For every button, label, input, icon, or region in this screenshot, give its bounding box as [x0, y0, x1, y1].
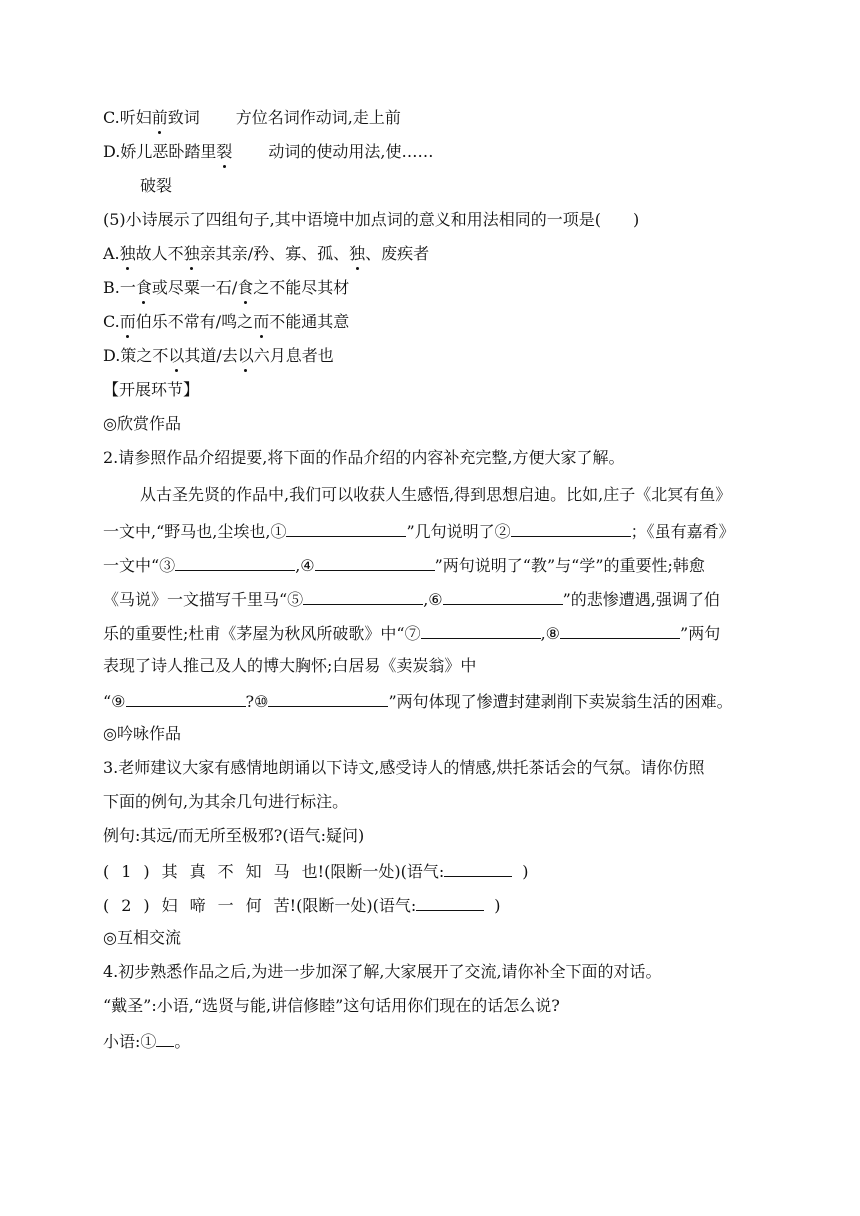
- answer-blank-1[interactable]: [156, 1029, 174, 1047]
- dotted-char: 裂: [216, 142, 233, 161]
- blank-7[interactable]: [421, 621, 541, 639]
- option-c-line: C.听妇前致词 方位名词作动词,走上前: [103, 108, 401, 127]
- q2-para-line-4: 《马说》一文描写千里马“⑤ ,⑥ ”的悲惨遭遇,强调了伯: [103, 587, 720, 611]
- q3-sentence-2: (2)妇啼一何苦!(限断一处)(语气: ): [103, 893, 500, 917]
- heading-recite: ◎吟咏作品: [103, 724, 181, 743]
- question-4-stem: 4.初步熟悉作品之后,为进一步加深了解,大家展开了交流,请你补全下面的对话。: [103, 962, 662, 981]
- dialogue-dai-sheng: “戴圣”:小语,“选贤与能,讲信修睦”这句话用你们现在的话怎么说?: [103, 996, 560, 1015]
- tone-blank-2[interactable]: [416, 893, 484, 911]
- question-3-stem-line-1: 3.老师建议大家有感情地朗诵以下诗文,感受诗人的情感,烘托茶话会的气氛。请你仿照: [103, 758, 705, 777]
- blank-5[interactable]: [303, 587, 423, 605]
- dialogue-xiao-yu: 小语:① 。: [103, 1029, 190, 1053]
- option-d-line: D.娇儿恶卧踏里裂 动词的使动用法,使……: [103, 142, 434, 161]
- q5-option-c: C.而伯乐不常有/鸣之而不能通其意: [103, 312, 350, 331]
- q2-para-line-3: 一文中“③ ,④ ”两句说明了“教”与“学”的重要性;韩愈: [103, 553, 705, 577]
- blank-6[interactable]: [443, 587, 563, 605]
- heading-exchange: ◎互相交流: [103, 928, 181, 947]
- q5-option-b: B.一食或尽粟一石/食之不能尽其材: [103, 278, 350, 297]
- option-d-note-continued: 破裂: [140, 176, 173, 195]
- q2-para-line-2: 一文中,“野马也,尘埃也,① ”几句说明了② ；《虽有嘉肴》: [103, 519, 735, 543]
- tone-blank-1[interactable]: [444, 859, 512, 877]
- q5-option-a: A.独故人不独亲其亲/矜、寡、孤、独、废疾者: [103, 244, 430, 263]
- q2-para-line-7: “⑨ ?⑩ ”两句体现了惨遭封建剥削下卖炭翁生活的困难。: [103, 689, 733, 713]
- blank-9[interactable]: [126, 689, 246, 707]
- q3-example: 例句:其远/而无所至极邪?(语气:疑问): [103, 826, 365, 845]
- q2-para-line-6: 表现了诗人推己及人的博大胸怀;白居易《卖炭翁》中: [103, 656, 477, 675]
- dotted-char: 前: [151, 108, 168, 127]
- blank-4[interactable]: [315, 553, 435, 571]
- question-3-stem-line-2: 下面的例句,为其余几句进行标注。: [103, 792, 349, 811]
- blank-10[interactable]: [268, 689, 388, 707]
- heading-appreciate: ◎欣赏作品: [103, 414, 181, 433]
- q5-option-d: D.策之不以其道/去以六月息者也: [103, 346, 334, 365]
- question-2-stem: 2.请参照作品介绍提要,将下面的作品介绍的内容补充完整,方便大家了解。: [103, 448, 625, 467]
- q2-para-line-1: 从古圣先贤的作品中,我们可以收获人生感悟,得到思想启迪。比如,庄子《北冥有鱼》: [140, 485, 732, 504]
- blank-8[interactable]: [560, 621, 680, 639]
- q3-sentence-1: (1)其真不知马也!(限断一处)(语气: ): [103, 859, 528, 883]
- blank-2[interactable]: [511, 519, 631, 537]
- blank-1[interactable]: [286, 519, 406, 537]
- section-heading-open: 【开展环节】: [103, 380, 200, 399]
- blank-3[interactable]: [175, 553, 295, 571]
- q2-para-line-5: 乐的重要性;杜甫《茅屋为秋风所破歌》中“⑦ ,⑧ ”两句: [103, 621, 720, 645]
- question-5-stem: (5)小诗展示了四组句子,其中语境中加点词的意义和用法相同的一项是( ): [103, 210, 640, 229]
